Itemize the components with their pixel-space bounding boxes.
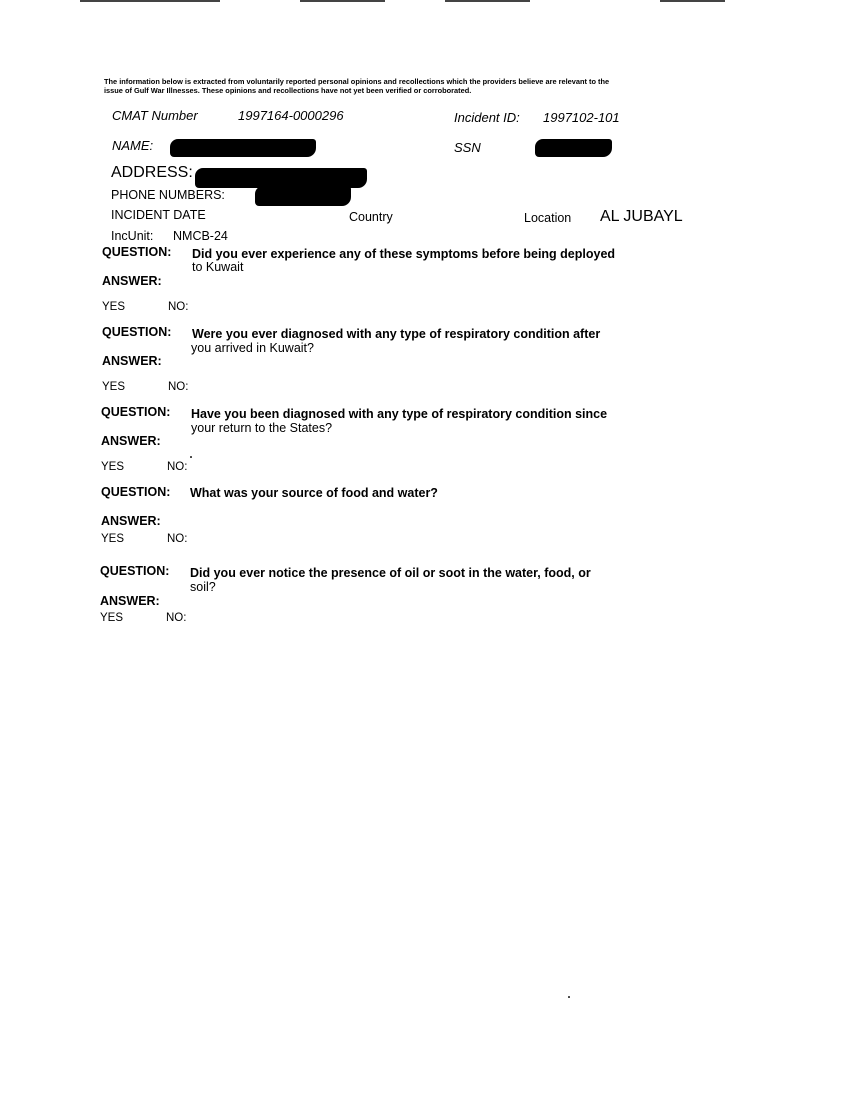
scan-edge-line — [445, 0, 530, 2]
incunit-label: IncUnit: — [111, 229, 154, 243]
yes-label: YES — [101, 533, 125, 545]
question-label: QUESTION: — [101, 405, 171, 419]
no-label: NO: — [168, 301, 189, 313]
disclaimer — [104, 77, 704, 95]
question-1-text-cont: to Kuwait — [192, 260, 244, 274]
answer-label: ANSWER: — [101, 434, 161, 448]
name-redaction — [170, 139, 316, 157]
scan-edge-line — [300, 0, 385, 2]
question-3-text: Have you been diagnosed with any type of respiratory condition since — [191, 407, 608, 421]
question-4-text: What was your source of food and water? — [190, 486, 438, 500]
question-1-text: Did you ever experience any of these symptoms before being deployed — [192, 247, 616, 261]
question-2-text: Were you ever diagnosed with any type of respiratory condition after — [192, 327, 601, 341]
question-label: QUESTION: — [102, 325, 172, 339]
cmat-number-value: 1997164-0000296 — [238, 108, 344, 123]
answer-label: ANSWER: — [100, 594, 160, 608]
question-5-text-cont: soil? — [190, 580, 216, 594]
scan-speck — [568, 996, 570, 998]
ssn-redaction — [535, 139, 612, 157]
scan-edge-line — [660, 0, 725, 2]
disclaimer-line-2: issue of Gulf War Illnesses. These opinions and recollections have not yet been verified or corroborated. — [104, 86, 472, 95]
phone-numbers-label: PHONE NUMBERS: — [111, 188, 225, 202]
yes-label: YES — [102, 301, 126, 313]
incident-id-label: Incident ID: — [454, 110, 520, 125]
question-5-text: Did you ever notice the presence of oil or soot in the water, food, or — [190, 566, 591, 580]
answer-label: ANSWER: — [102, 354, 162, 368]
country-label: Country — [349, 210, 393, 224]
yes-label: YES — [101, 461, 125, 473]
incident-date-label: INCIDENT DATE — [111, 208, 206, 222]
yes-label: YES — [102, 381, 126, 393]
scan-edge-line — [80, 0, 220, 2]
no-label: NO: — [167, 533, 188, 545]
question-label: QUESTION: — [102, 245, 172, 259]
location-value: AL JUBAYL — [600, 208, 683, 225]
yes-label: YES — [100, 612, 124, 624]
question-3-text-cont: your return to the States? — [191, 421, 333, 435]
no-label: NO: — [166, 612, 187, 624]
address-redaction — [195, 168, 367, 188]
address-label: ADDRESS: — [111, 164, 193, 181]
question-label: QUESTION: — [100, 564, 170, 578]
no-label: NO: — [168, 381, 189, 393]
no-label: NO: — [167, 461, 188, 473]
location-label: Location — [524, 211, 572, 225]
phone-redaction — [255, 186, 351, 206]
ssn-label: SSN — [454, 140, 481, 155]
answer-label: ANSWER: — [102, 274, 162, 288]
scan-speck — [190, 456, 192, 458]
cmat-number-label: CMAT Number — [112, 108, 198, 123]
disclaimer-line-1: The information below is extracted from voluntarily reported personal opinions and recollections which the providers believe are relevant to the — [104, 77, 610, 86]
answer-label: ANSWER: — [101, 514, 161, 528]
question-2-text-cont: you arrived in Kuwait? — [191, 341, 314, 355]
name-label: NAME: — [112, 138, 154, 153]
incident-id-value: 1997102-101 — [543, 110, 620, 125]
incunit-value: NMCB-24 — [173, 229, 228, 243]
question-label: QUESTION: — [101, 485, 171, 499]
